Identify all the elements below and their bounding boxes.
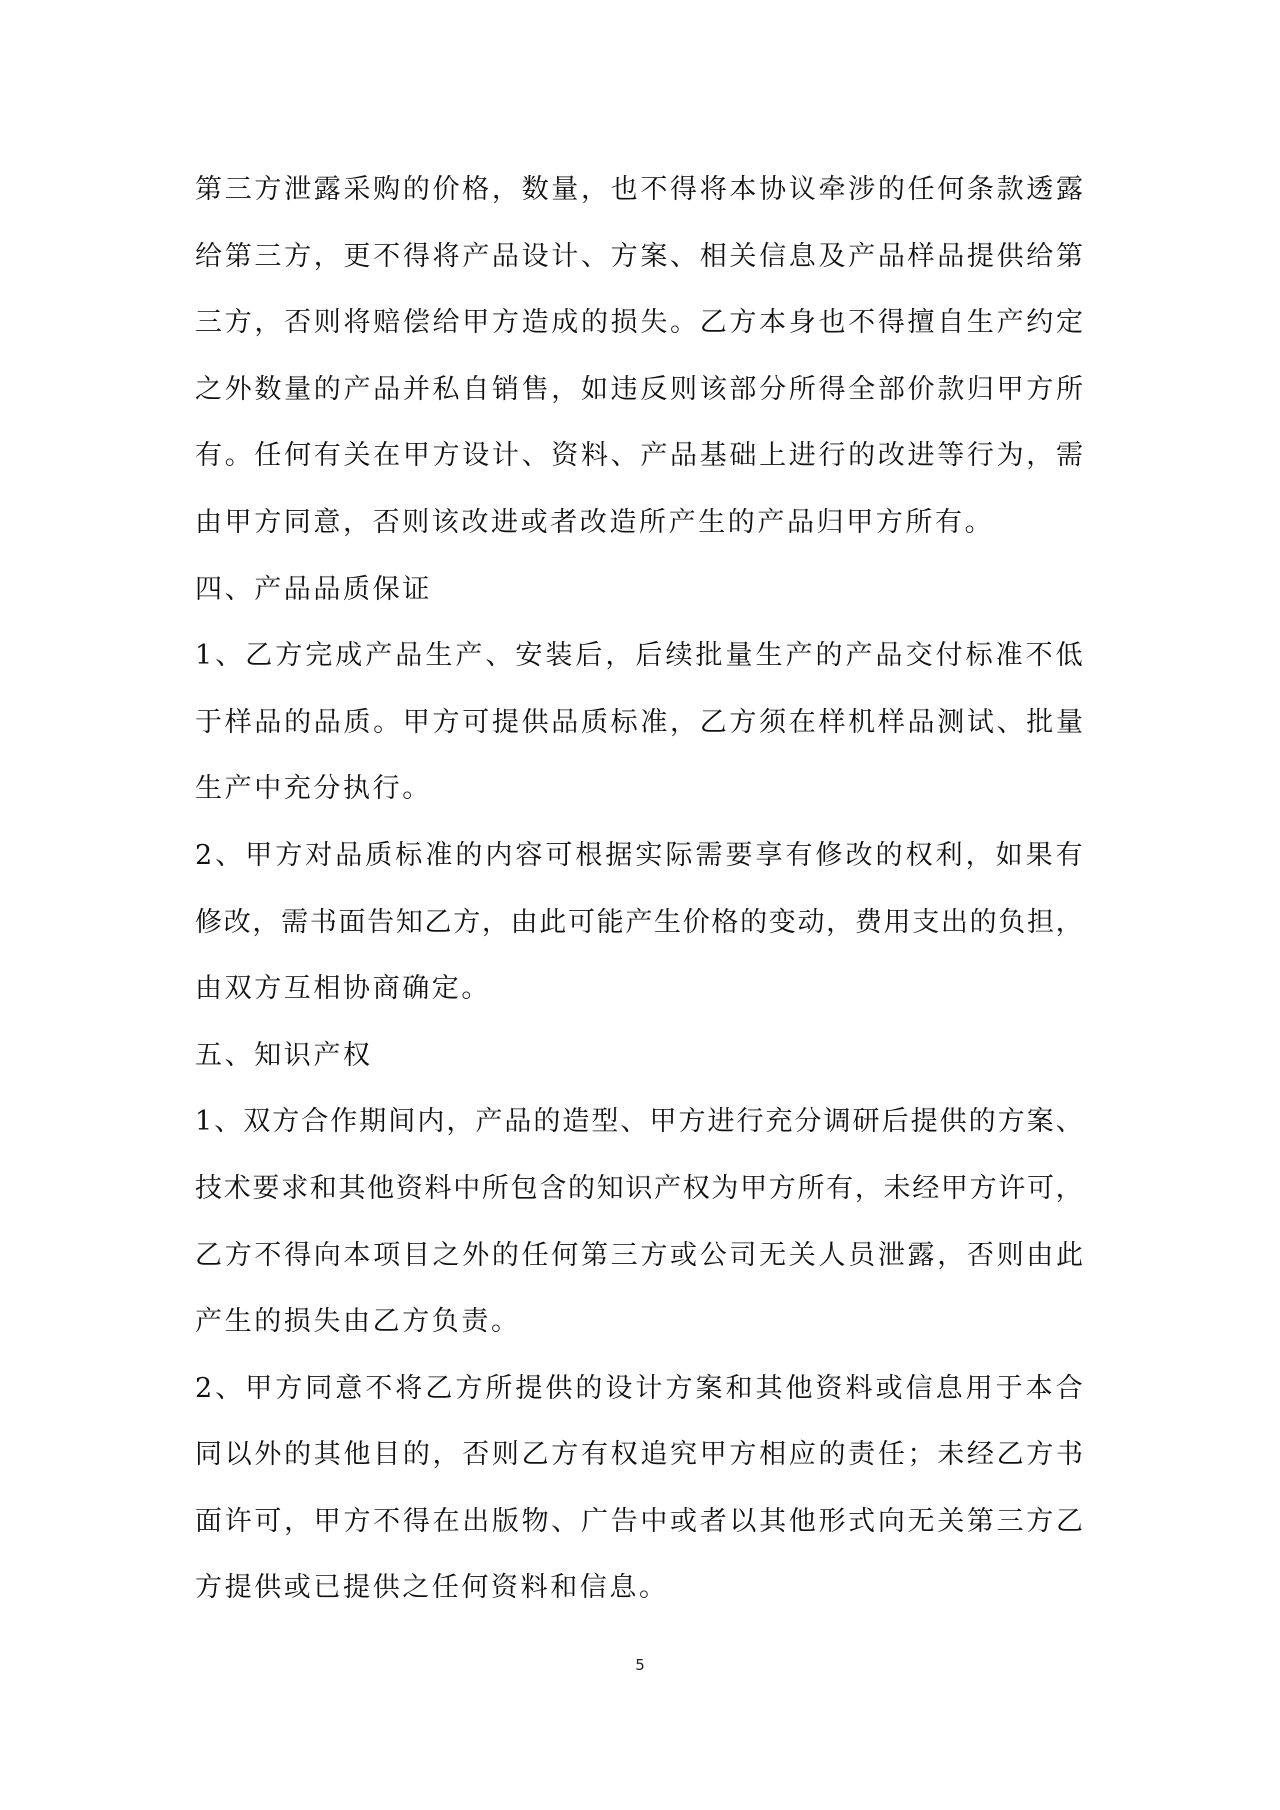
paragraph-line: 生产中充分执行。	[195, 773, 432, 805]
paragraph-line: 于 样 品 的 品 质 。 甲 方 可 提 供 品 质 标 准 ， 乙 方 须 在 样 机 样 品 测 试 、 批 量	[195, 706, 1083, 738]
paragraph-line: 有 。 任 何 有 关 在 甲 方 设 计 、 资 料 、 产 品 基 础 上 进 行 的 改 进 等 行 为 ， 需	[195, 440, 1083, 472]
section-heading-intellectual-property: 五、知识产权	[195, 1039, 373, 1071]
paragraph-line: 第 三 方 泄 露 采 购 的 价 格 ， 数 量 ， 也 不 得 将 本 协 议 牵 涉 的 任 何 条 款 透 露	[195, 174, 1083, 205]
paragraph-line: 同 以 外 的 其 他 目 的 ， 否 则 乙 方 有 权 追 究 甲 方 相 应 的 责 任 ； 未 经 乙 方 书	[195, 1439, 1083, 1471]
paragraph-line: 产生的损失由乙方负责。	[195, 1306, 521, 1338]
paragraph-line: 修 改 ， 需 书 面 告 知 乙 方 ， 由 此 可 能 产 生 价 格 的 变 动 ， 费 用 支 出 的 负 担 ，	[195, 906, 1083, 938]
paragraph-line: 面 许 可 ， 甲 方 不 得 在 出 版 物 、 广 告 中 或 者 以 其 他 形 式 向 无 关 第 三 方 乙	[195, 1505, 1083, 1537]
paragraph-line: 技 术 要 求 和 其 他 资 料 中 所 包 含 的 知 识 产 权 为 甲 方 所 有 ， 未 经 甲 方 许 可 ，	[195, 1172, 1083, 1204]
paragraph-line: 2 、 甲 方 同 意 不 将 乙 方 所 提 供 的 设 计 方 案 和 其 他 资 料 或 信 息 用 于 本 合	[195, 1372, 1083, 1404]
paragraph-line: 1 、 双 方 合 作 期 间 内 ， 产 品 的 造 型 、 甲 方 进 行 充 分 调 研 后 提 供 的 方 案 、	[195, 1106, 1083, 1138]
page-number: 5	[635, 1656, 645, 1674]
document-body	[195, 168, 1083, 1633]
paragraph-line: 给 第 三 方 ， 更 不 得 将 产 品 设 计 、 方 案 、 相 关 信 息 及 产 品 样 品 提 供 给 第	[195, 240, 1083, 272]
paragraph-line: 1 、 乙 方 完 成 产 品 生 产 、 安 装 后 ， 后 续 批 量 生 产 的 产 品 交 付 标 准 不 低	[195, 640, 1083, 672]
paragraph-line: 乙 方 不 得 向 本 项 目 之 外 的 任 何 第 三 方 或 公 司 无 关 人 员 泄 露 ， 否 则 由 此	[195, 1239, 1083, 1271]
paragraph-line: 三 方 ， 否 则 将 赔 偿 给 甲 方 造 成 的 损 失 。 乙 方 本 身 也 不 得 擅 自 生 产 约 定	[195, 307, 1083, 339]
section-heading-quality-assurance: 四、产品品质保证	[195, 573, 432, 605]
paragraph-line: 方提供或已提供之任何资料和信息。	[195, 1572, 669, 1604]
paragraph-line: 由双方互相协商确定。	[195, 973, 491, 1005]
paragraph-line: 由甲方同意，否则该改进或者改造所产生的产品归甲方所有。	[195, 506, 995, 538]
paragraph-line: 之 外 数 量 的 产 品 并 私 自 销 售 ， 如 违 反 则 该 部 分 所 得 全 部 价 款 归 甲 方 所	[195, 373, 1083, 405]
paragraph-line: 2 、 甲 方 对 品 质 标 准 的 内 容 可 根 据 实 际 需 要 享 有 修 改 的 权 利 ， 如 果 有	[195, 839, 1083, 871]
